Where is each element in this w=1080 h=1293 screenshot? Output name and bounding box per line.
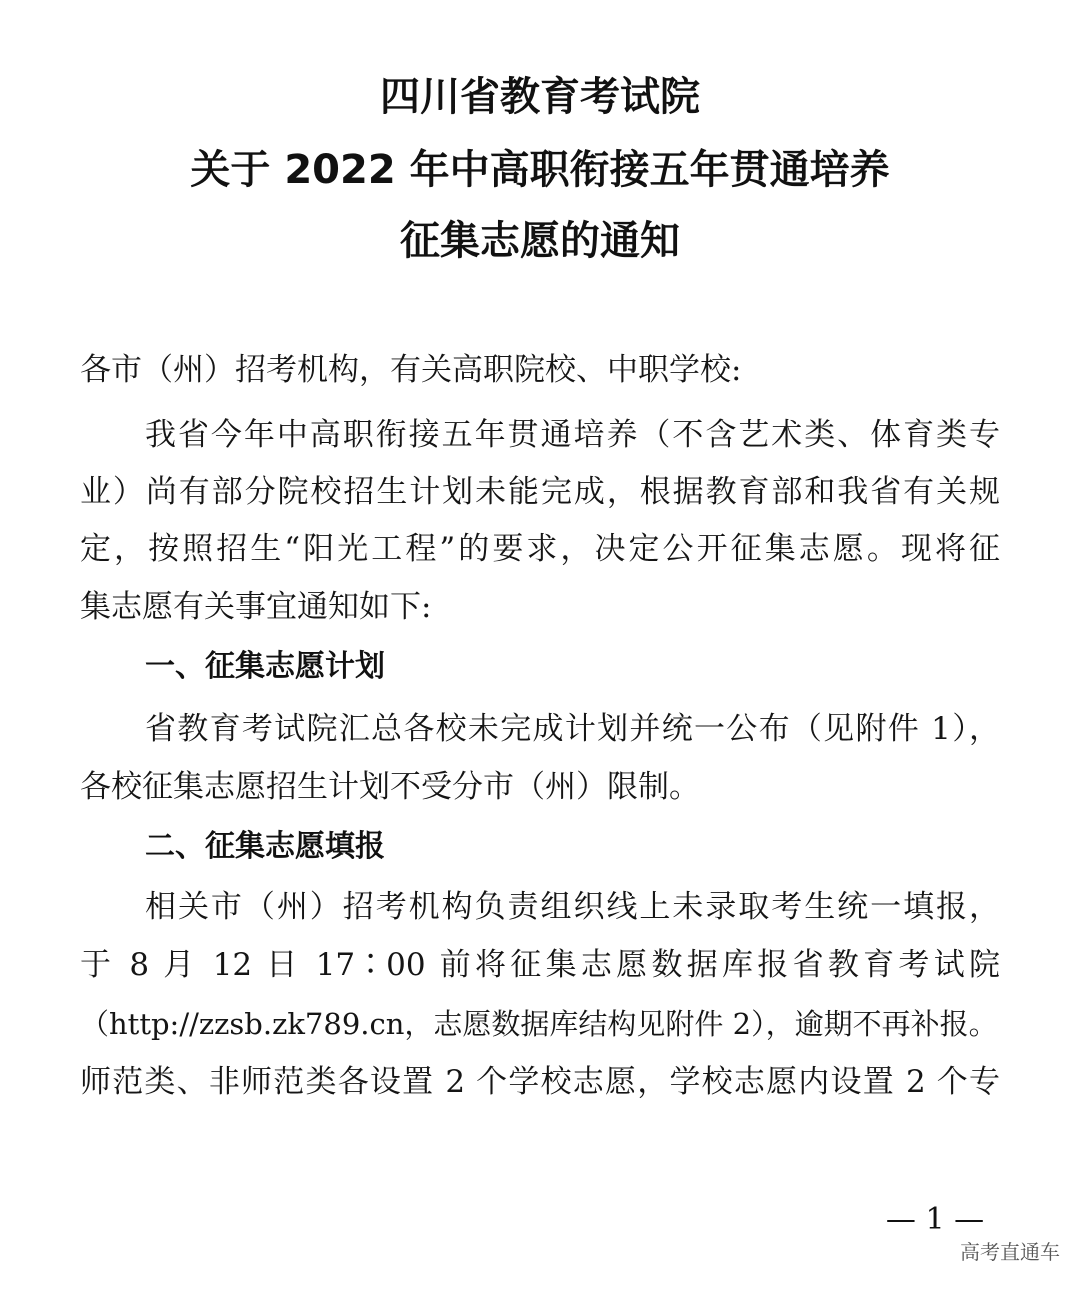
salutation: 各市（州）招考机构，有关高职院校、中职学校: [80,352,742,388]
section-1-heading: 一、征集志愿计划 [145,649,385,684]
document-title-line-2: 关于 2022 年中高职衔接五年贯通培养 [190,147,890,193]
section-2-line-3: （http://zzsb.zk789.cn，志愿数据库结构见附件 2），逾期不再补报。 [80,1007,998,1041]
section-2-line-1: 相关市（州）招考机构负责组织线上未录取考生统一填报， [145,889,1000,925]
document-title-line-3: 征集志愿的通知 [400,218,680,264]
intro-line-2: 业）尚有部分院校招生计划未能完成，根据教育部和我省有关规 [80,474,1000,510]
section-1-line-2: 各校征集志愿招生计划不受分市（州）限制。 [80,769,700,805]
section-1-line-1: 省教育考试院汇总各校未完成计划并统一公布（见附件 1）， [145,711,1000,747]
section-2-line-2: 于 8 月 12 日 17∶00 前将征集志愿数据库报省教育考试院 [80,947,1000,983]
document-title-line-1: 四川省教育考试院 [380,74,700,120]
page-number: — 1 — [885,1202,985,1237]
watermark-text: 高考直通车 [960,1240,1060,1264]
section-2-heading: 二、征集志愿填报 [145,829,385,864]
intro-line-3: 定，按照招生“阳光工程”的要求，决定公开征集志愿。现将征 [80,531,1000,567]
section-2-line-4: 师范类、非师范类各设置 2 个学校志愿，学校志愿内设置 2 个专 [80,1064,1000,1100]
intro-line-1: 我省今年中高职衔接五年贯通培养（不含艺术类、体育类专 [145,417,1000,453]
intro-line-4: 集志愿有关事宜通知如下: [80,589,432,625]
